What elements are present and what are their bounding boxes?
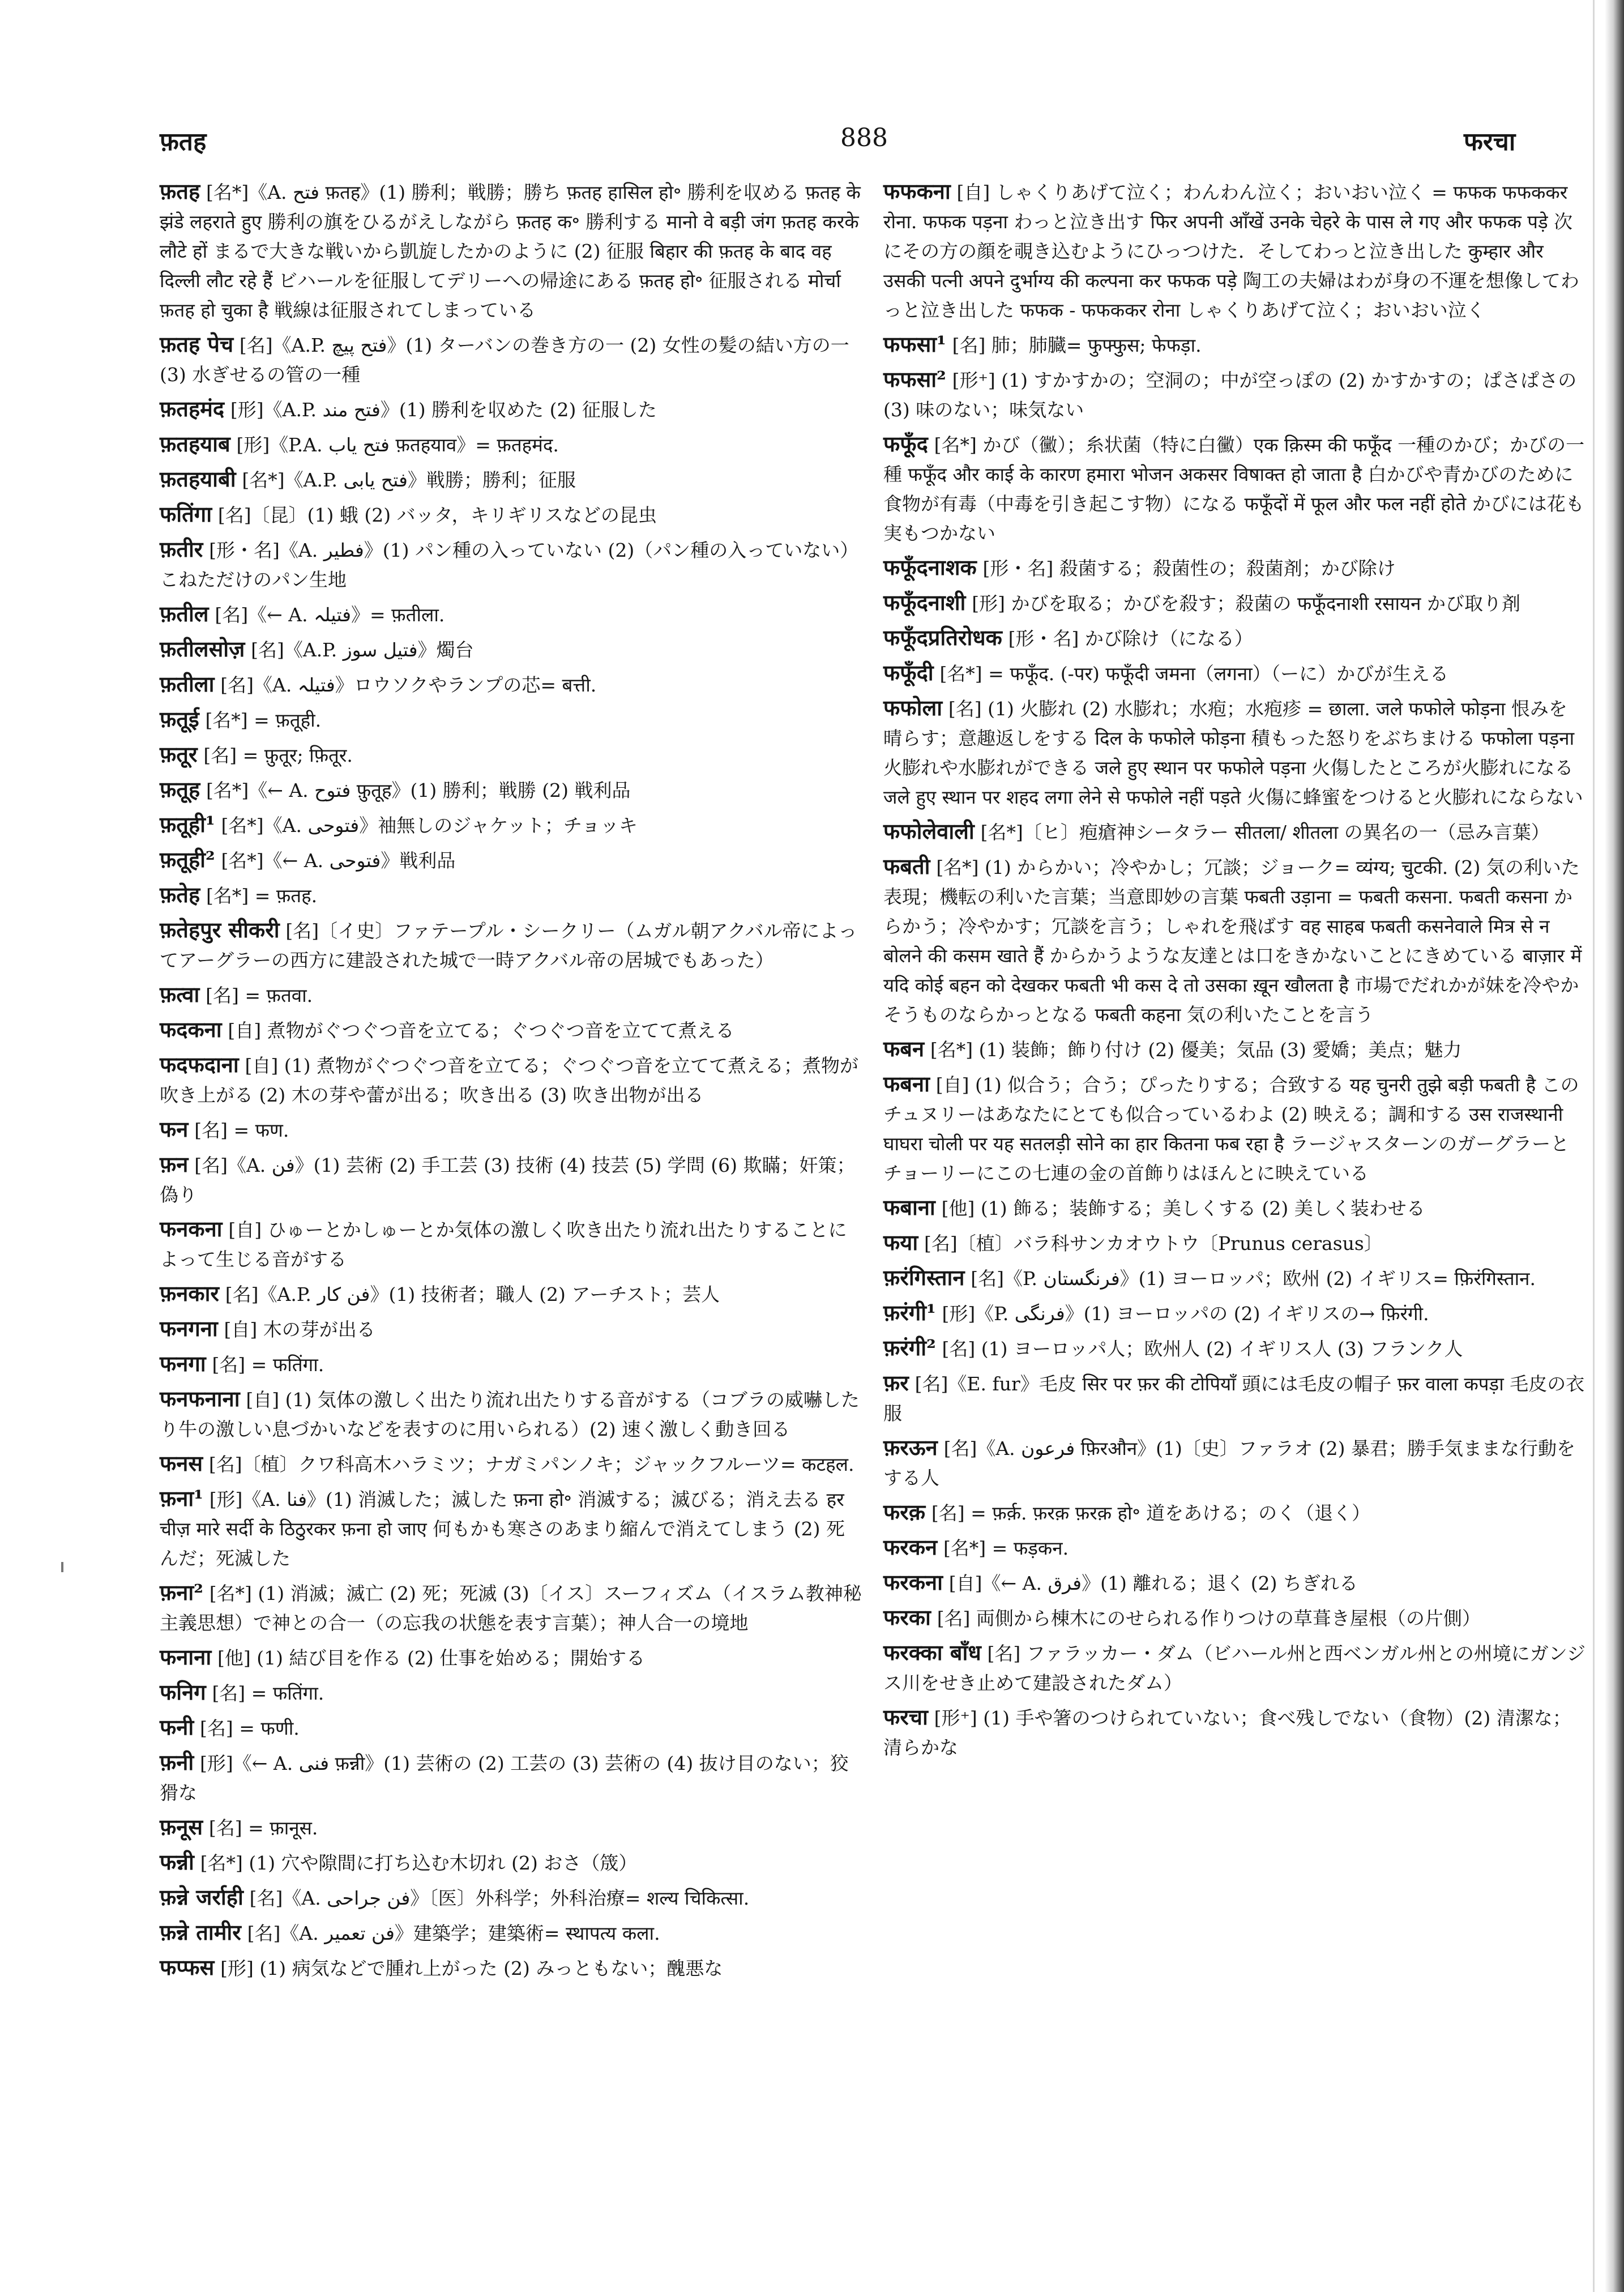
entry-definition: [名*] (1) 穴や隙間に打ち込む木切れ (2) おさ（筬） [200, 1852, 638, 1874]
entry-headword: फ़तूई [160, 706, 199, 732]
entry-definition: [名]《A.P. فتیل سوز》燭台 [251, 639, 474, 661]
entry-definition: [形]《← A. فنی फ़न्नी》(1) 芸術の (2) 工芸の (3) 芸術の (4) 抜け目のない；狡猾な [160, 1752, 849, 1804]
entry-definition: [名]《A. فن جراحی》〔医〕外科学；外科治療= शल्य चिकित्सा. [249, 1887, 750, 1909]
entry-headword: फ़तूही² [160, 847, 215, 872]
entry-definition: [形]《P.A. فتح یاب फ़तहयाव》= फ़तहमंद. [236, 434, 559, 456]
dictionary-entry [160, 1449, 862, 1479]
right-column [883, 177, 1585, 1767]
running-head-left: फ़तह [160, 127, 207, 156]
entry-definition: [名]《A.P. فتح پیچ》(1) ターバンの巻き方の一 (2) 女性の髪の結い方の一 (3) 水ぎせるの管の一種 [160, 334, 849, 386]
entry-headword: फ़न [160, 1151, 189, 1177]
entry-headword: फफसा² [883, 366, 946, 392]
entry-headword: फफोलेवाली [883, 818, 975, 844]
entry-definition: [名*] = फड़कन. [943, 1537, 1069, 1559]
dictionary-entry [883, 817, 1585, 847]
entry-headword: फफूँदी [883, 660, 934, 685]
dictionary-entry [160, 1953, 862, 1983]
dictionary-entry [160, 1214, 862, 1274]
entry-definition: [名*]〔ヒ〕疱瘡神シータラー सीतला/ शीतला の異名の一（忌み言葉） [980, 821, 1550, 843]
entry-headword: फबती [883, 853, 930, 879]
dictionary-entry [160, 1050, 862, 1110]
dictionary-entry [160, 429, 862, 460]
dictionary-entry [883, 588, 1585, 618]
entry-headword: फ़नूस [160, 1814, 203, 1839]
dictionary-entry [160, 1847, 862, 1878]
entry-headword: फनस [160, 1450, 203, 1476]
entry-definition: [自] しゃくりあげて泣く；わんわん泣く；おいおい泣く = फफक फफककर रोना. फफक पड़ना わっと泣き出す फिर अपनी आँखें उनके चेहरे के पास ले गए और फफक पड़े 次にその方の顔を覗き込むようにひっつけた．そしてわっと泣き出した कुम्हार और उसकी पत्नी अपने दुर्भाग्य की कल्पना कर फफक पड़े 陶工の夫婦はわが身の不運を想像してわっと泣き出した फफक - फफककर रोना しゃくりあげて泣く；おいおい泣く [883, 181, 1579, 321]
entry-headword: फ़रंगिस्तान [883, 1265, 965, 1290]
entry-definition: [名]〔イ史〕ファテープル・シークリー（ムガル朝アクバル帝によってアーグラーの西方に建設された城で一時アクバル帝の居城でもあった） [160, 920, 857, 971]
entry-definition: [自] ひゅーとかしゅーとか気体の激しく吹き出たり流れ出たりすることによって生じる音がする [160, 1219, 847, 1270]
dictionary-entry [883, 1603, 1585, 1633]
entry-headword: फरकना [883, 1569, 943, 1595]
entry-definition: [名]《P. فرنگستان》(1) ヨーロッパ；欧州 (2) イギリス= फ़िरंगिस्तान. [971, 1267, 1536, 1290]
entry-definition: [名] = फणी. [200, 1717, 300, 1739]
entry-headword: फ़तूही¹ [160, 812, 215, 837]
dictionary-entry [160, 634, 862, 665]
entry-headword: फदकना [160, 1017, 222, 1042]
entry-headword: फबना [883, 1071, 930, 1096]
left-column [160, 177, 862, 1988]
entry-definition: [形・名] かび除け（になる） [1008, 628, 1253, 650]
dictionary-entry [883, 1533, 1585, 1563]
entry-headword: फ़तीलसोज़ [160, 636, 245, 661]
dictionary-entry [883, 693, 1585, 812]
dictionary-entry [160, 599, 862, 630]
dictionary-entry [160, 1918, 862, 1948]
entry-definition: [名] ファラッカー・ダム（ビハール州と西ベンガル州との州境にガンジス川をせき止めて建設されたダム） [883, 1642, 1585, 1694]
entry-definition: [名] = फतिंगा. [212, 1354, 324, 1376]
entry-headword: फरचा [883, 1704, 928, 1730]
entry-headword: फनिग [160, 1679, 206, 1705]
entry-definition: [名] (1) ヨーロッパ人；欧州人 (2) イギリス人 (3) フランク人 [942, 1338, 1463, 1360]
dictionary-entry [160, 1642, 862, 1673]
running-head-right: फरचा [1464, 127, 1516, 156]
entry-headword: फतिंगा [160, 501, 212, 527]
entry-headword: फरका [883, 1604, 931, 1630]
dictionary-entry [160, 1150, 862, 1210]
dictionary-entry [160, 669, 862, 700]
entry-definition: [名*] = फ़तूही. [205, 709, 322, 731]
entry-headword: फनी [160, 1714, 194, 1740]
entry-headword: फरक़ [883, 1499, 926, 1525]
dictionary-entry [160, 464, 862, 495]
scan-edge-line [1593, 0, 1595, 2292]
entry-headword: फदफदाना [160, 1052, 239, 1077]
entry-definition: [形] (1) 病気などで腫れ上がった (2) みっともない；醜悪な [220, 1957, 723, 1979]
entry-definition: [他] (1) 結び目を作る (2) 仕事を始める；開始する [217, 1647, 646, 1669]
dictionary-entry [160, 1812, 862, 1843]
entry-definition: [名*] かび（黴）；糸状菌（特に白黴）एक क़िस्म की फफूँद 一種のかび；かびの一種 फफूँद और काई के कारण हमारा भोजन अकसर विषाक्त हो जाता है 白かびや青かびのために食物が有毒（中毒を引き起こす物）になる फफूँदों में फूल और फल नहीं होते かびには花も実もつかない [883, 434, 1585, 544]
dictionary-entry [160, 1578, 862, 1638]
entry-headword: फ़ना¹ [160, 1486, 203, 1511]
dictionary-entry [883, 1497, 1585, 1528]
entry-headword: फ़र [883, 1370, 909, 1395]
dictionary-entry [883, 553, 1585, 583]
dictionary-entry [883, 1333, 1585, 1364]
dictionary-entry [883, 330, 1585, 360]
entry-headword: फफकना [883, 178, 951, 204]
dictionary-entry [883, 852, 1585, 1030]
page-number: 888 [840, 123, 888, 152]
dictionary-entry [160, 705, 862, 735]
entry-definition: [形]《A.P. فتح مند》(1) 勝利を収めた (2) 征服した [230, 399, 657, 421]
entry-definition: [名] = फ़ुतूर; फ़ितूर. [203, 744, 353, 766]
entry-definition: [名] = फतिंगा. [212, 1682, 324, 1704]
entry-headword: फ़तीला [160, 671, 215, 697]
dictionary-entry [160, 1314, 862, 1345]
dictionary-entry [160, 535, 862, 595]
entry-headword: फया [883, 1230, 918, 1255]
entry-headword: फ़तीर [160, 536, 203, 562]
dictionary-entry [883, 623, 1585, 654]
dictionary-entry [160, 1384, 862, 1444]
entry-definition: [名*] (1) 消滅；滅亡 (2) 死；死滅 (3)〔イス〕スーフィズム（イスラム教神秘主義思想）で神との合一（の忘我の状態を表す言葉）；神人合一の境地 [160, 1582, 862, 1634]
entry-headword: फ़तहयाबी [160, 466, 236, 492]
entry-definition: [名] = फ़ानूस. [208, 1817, 318, 1839]
entry-headword: फनाना [160, 1644, 212, 1670]
dictionary-entry [883, 658, 1585, 689]
dictionary-entry [160, 1713, 862, 1743]
dictionary-entry [883, 1228, 1585, 1258]
entry-definition: [名*]《← A. فتوحی》戦利品 [221, 850, 456, 872]
scan-edge-shadow [1605, 0, 1624, 2292]
page-header [0, 123, 1624, 163]
dictionary-entry [160, 394, 862, 425]
entry-definition: [形⁺] (1) 手や箸のつけられていない；食べ残しでない（食物）(2) 清潔な；清らかな [883, 1707, 1571, 1759]
dictionary-entry [883, 177, 1585, 325]
entry-definition: [名] 両側から棟木にのせられる作りつけの草葺き屋根（の片側） [937, 1607, 1481, 1629]
entry-definition: [形] かびを取る；かびを殺す；殺菌の फफूँदनाशी रसायन かび取り剤 [972, 592, 1520, 614]
dictionary-entry [160, 1015, 862, 1045]
entry-definition: [名*]《A. فتح फ़तह》(1) 勝利；戦勝；勝ち फ़तह हासिल हो॰ 勝利を収める फ़तह के झंडे लहराते हुए 勝利の旗をひるがえしながら फ़तह क॰ 勝利する मानो वे बड़ी जंग फ़तह करके लौटे हों まるで大きな戦いから凱旋したかのように (2) 征服 बिहार की फ़तह के बाद वह दिल्ली लौट रहे हैं ビハールを征服してデリーへの帰途にある फ़तह हो॰ 征服される मोर्चा फ़तह हो चुका है 戦線は征服されてしまっている [160, 181, 861, 321]
entry-headword: फ़तेहपुर सीकरी [160, 917, 280, 942]
dictionary-entry [160, 775, 862, 805]
entry-headword: फबाना [883, 1194, 935, 1220]
dictionary-entry [883, 1034, 1585, 1065]
entry-definition: [名] (1) 火膨れ (2) 水膨れ；水疱；水疱疹 = छाला. जले फफोले फोड़ना 恨みを晴らす；意趣返しをする दिल के फफोले फोड़ना 積もった怒りをぶちまける फफोला पड़ना 火膨れや水膨れができる जले हुए स्थान पर फफोले पड़ना 火傷したところが火膨れになる जले हुए स्थान पर शहद लगा लेने से फफोले नहीं पड़ते 火傷に蜂蜜をつけると火膨れにならない [883, 698, 1583, 808]
dictionary-entry [883, 1069, 1585, 1188]
dictionary-entry [160, 880, 862, 911]
entry-headword: फन [160, 1116, 189, 1142]
entry-definition: [名] = फ़र्क़. फ़रक़ फ़रक़ हो॰ 道をあける；のく（退く） [931, 1502, 1371, 1524]
dictionary-entry [883, 1368, 1585, 1428]
dictionary-entry [160, 1279, 862, 1309]
entry-headword: फ़त्वा [160, 981, 200, 1007]
dictionary-entry [883, 429, 1585, 548]
entry-headword: फ़तह [160, 178, 200, 204]
entry-definition: [名*] (1) 装飾；飾り付け (2) 優美；気品 (3) 愛嬌；美点；魅力 [930, 1039, 1462, 1061]
entry-definition: [自] (1) 煮物がぐつぐつ音を立てる；ぐつぐつ音を立てて煮える；煮物が吹き上がる (2) 木の芽や蕾が出る；吹き出る (3) 吹き出物が出る [160, 1055, 859, 1106]
entry-headword: फ़नकार [160, 1281, 219, 1306]
entry-definition: [名] = फ़तवा. [206, 984, 313, 1006]
entry-definition: [自] (1) 似合う；合う；ぴったりする；合致する यह चुनरी तुझे बड़ी फबती है このチュヌリーはあなたにとても似合っているわよ (2) 映える；調和する उस राजस्थानी घाघरा चोली पर यह सतलड़ी सोने का हार कितना फब रहा है ラージャスターンのガーグラーとチョーリーにこの七連の金の首飾りはほんとに映えている [883, 1074, 1579, 1184]
dictionary-entry [160, 500, 862, 530]
entry-headword: फफूँदनाशी [883, 590, 966, 615]
dictionary-entry [160, 980, 862, 1010]
dictionary-entry [160, 740, 862, 770]
entry-definition: [自] 煮物がぐつぐつ音を立てる；ぐつぐつ音を立てて煮える [228, 1019, 734, 1042]
entry-definition: [名*]《A. فتوحی》袖無しのジャケット；チョッキ [221, 814, 638, 836]
entry-headword: फ़तेह [160, 882, 200, 907]
entry-headword: फरकन [883, 1534, 938, 1560]
entry-definition: [名]〔植〕クワ科高木ハラミツ；ナガミパンノキ；ジャックフルーツ= कटहल. [208, 1453, 854, 1475]
dictionary-entry [883, 365, 1585, 425]
dictionary-entry [883, 1568, 1585, 1598]
entry-definition: [名*]《A.P. فتح یابی》戦勝；勝利；征服 [242, 469, 576, 491]
entry-definition: [名*] = फफूँद. (-पर) फफूँदी जमना（लगना）（ーに）かびが生える [939, 663, 1449, 685]
entry-headword: फप्फस [160, 1954, 215, 1980]
entry-headword: फफूँदनाशक [883, 554, 977, 580]
entry-headword: फन्नी [160, 1849, 194, 1875]
dictionary-entry [160, 330, 862, 390]
entry-headword: फफूँदप्रतिरोधक [883, 625, 1002, 650]
entry-headword: फनगना [160, 1316, 218, 1341]
dictionary-entry [160, 177, 862, 325]
dictionary-entry [160, 810, 862, 840]
entry-headword: फ़रंगी² [883, 1335, 936, 1360]
entry-definition: [名]〔昆〕(1) 蛾 (2) バッタ，キリギリスなどの昆虫 [217, 504, 657, 526]
dictionary-entry [160, 845, 862, 876]
dictionary-entry [883, 1263, 1585, 1294]
entry-headword: फ़न्ने तामीर [160, 1919, 241, 1945]
entry-headword: फ़तील [160, 601, 209, 626]
entry-definition: [名]《A.P. فن کار》(1) 技術者；職人 (2) アーチスト；芸人 [225, 1283, 720, 1305]
entry-headword: फनकना [160, 1216, 223, 1241]
entry-definition: [形]《A. فنا》(1) 消滅した；滅した फ़ना हो॰ 消滅する；滅びる；消え去る हर चीज़ मारे सर्दी के ठिठुरकर फ़ना हो जाए 何もかも寒さのあまり縮んで消えてしまう (2) 死んだ；死滅した [160, 1488, 845, 1569]
entry-definition: [名]《E. fur》毛皮 सिर पर फ़र की टोपियाँ 頭には毛皮の帽子 फ़र वाला कपड़ा 毛皮の衣服 [883, 1373, 1585, 1424]
entry-definition: [名] = फण. [194, 1119, 289, 1141]
entry-definition: [名] 肺；肺臓= फुफ्फुस; फेफड़ा. [952, 334, 1202, 356]
entry-definition: [名*] (1) からかい；冷やかし；冗談；ジョーク= व्यंग्य; चुटकी. (2) 気の利いた表現；機転の利いた言葉；当意即妙の言葉 फबती उड़ाना = फबती कसना. फबती कसना からかう；冷やかす；冗談を言う；しゃれを飛ばす वह साहब फबती कसनेवाले मित्र से न बोलने की कसम खाते हैं からかうような友達とは口をきかないことにきめている बाज़ार में यदि कोई बहन को देखकर फबती भी कस दे तो उसका ख़ून खौलता है 市場でだれかが妹を冷やかそうものならかっとなる फबती कहना 気の利いたことを言う [883, 856, 1582, 1026]
entry-headword: फबन [883, 1036, 925, 1061]
dictionary-entry [160, 1748, 862, 1808]
entry-definition: [形・名] 殺菌する；殺菌性の；殺菌剤；かび除け [982, 557, 1396, 579]
dictionary-entry [160, 915, 862, 975]
entry-definition: [名]《A. فتیلہ》ロウソクやランプの芯= बत्ती. [220, 674, 597, 696]
entry-definition: [名]《← A. فتیلہ》= फ़तीला. [215, 604, 445, 626]
entry-headword: फ़नी [160, 1749, 194, 1775]
entry-definition: [名]〔植〕バラ科サンカオウトウ〔Prunus cerasus〕 [924, 1232, 1383, 1254]
entry-definition: [名]《A. فن تعمیر》建築学；建築術= स्थापत्य कला. [247, 1922, 660, 1944]
entry-headword: फ़रऊन [883, 1435, 938, 1460]
entry-headword: फ़तूह [160, 776, 200, 802]
dictionary-entry [883, 1702, 1585, 1762]
entry-headword: फ़ना² [160, 1580, 203, 1605]
entry-headword: फनगा [160, 1351, 206, 1376]
dictionary-entry [883, 1298, 1585, 1329]
entry-definition: [名]《A. فن》(1) 芸術 (2) 手工芸 (3) 技術 (4) 技芸 (5) 学問 (6) 欺瞞；奸策；偽り [160, 1154, 856, 1206]
entry-definition: [名*] = फ़तह. [206, 885, 318, 907]
margin-mark [61, 1562, 63, 1572]
dictionary-entry [883, 1638, 1585, 1698]
entry-headword: फ़रंगी¹ [883, 1300, 936, 1325]
dictionary-entry [883, 1193, 1585, 1223]
entry-headword: फ़तह पेच [160, 331, 234, 357]
entry-headword: फ़तूर [160, 741, 198, 767]
dictionary-entry [160, 1115, 862, 1145]
entry-definition: [名*]《← A. فتوح फ़ुतूह》(1) 勝利；戦勝 (2) 戦利品 [206, 779, 631, 801]
dictionary-entry [883, 1433, 1585, 1493]
dictionary-entry [160, 1678, 862, 1708]
dictionary-entry [160, 1484, 862, 1573]
entry-definition: [自]《← A. فرق》(1) 離れる；退く (2) ちぎれる [948, 1572, 1358, 1594]
entry-definition: [他] (1) 飾る；装飾する；美しくする (2) 美しく装わせる [941, 1197, 1425, 1219]
entry-headword: फफसा¹ [883, 331, 946, 357]
entry-headword: फ़तहमंद [160, 396, 225, 421]
entry-headword: फ़न्ने जर्राही [160, 1884, 243, 1910]
entry-definition: [形・名]《A. فطیر》(1) パン種の入っていない (2)（パン種の入っていない）こねただけのパン生地 [160, 539, 859, 591]
entry-headword: फनफनाना [160, 1386, 240, 1411]
dictionary-entry [160, 1349, 862, 1380]
dictionary-entry [160, 1883, 862, 1913]
entry-definition: [名]《A. فرعون फ़िरऔन》(1)〔史〕ファラオ (2) 暴君；勝手気ままな行動をする人 [883, 1437, 1575, 1489]
entry-headword: फ़तहयाब [160, 431, 230, 456]
entry-definition: [形⁺] (1) すかすかの；空洞の；中が空っぽの (2) かすかすの；ぱさぱさの (3) 味のない；味気ない [883, 369, 1577, 421]
entry-headword: फरक्का बाँध [883, 1640, 981, 1665]
entry-definition: [自] (1) 気体の激しく出たり流れ出たりする音がする（コブラの威嚇したり牛の激しい息づかいなどを表すのに用いられる）(2) 速く激しく動き回る [160, 1389, 860, 1440]
entry-definition: [自] 木の芽が出る [224, 1318, 375, 1341]
entry-headword: फफूँद [883, 431, 928, 456]
entry-definition: [形]《P. فرنگی》(1) ヨーロッパの (2) イギリスの→ फ़िरंगी. [942, 1303, 1429, 1325]
entry-headword: फफोला [883, 695, 943, 720]
